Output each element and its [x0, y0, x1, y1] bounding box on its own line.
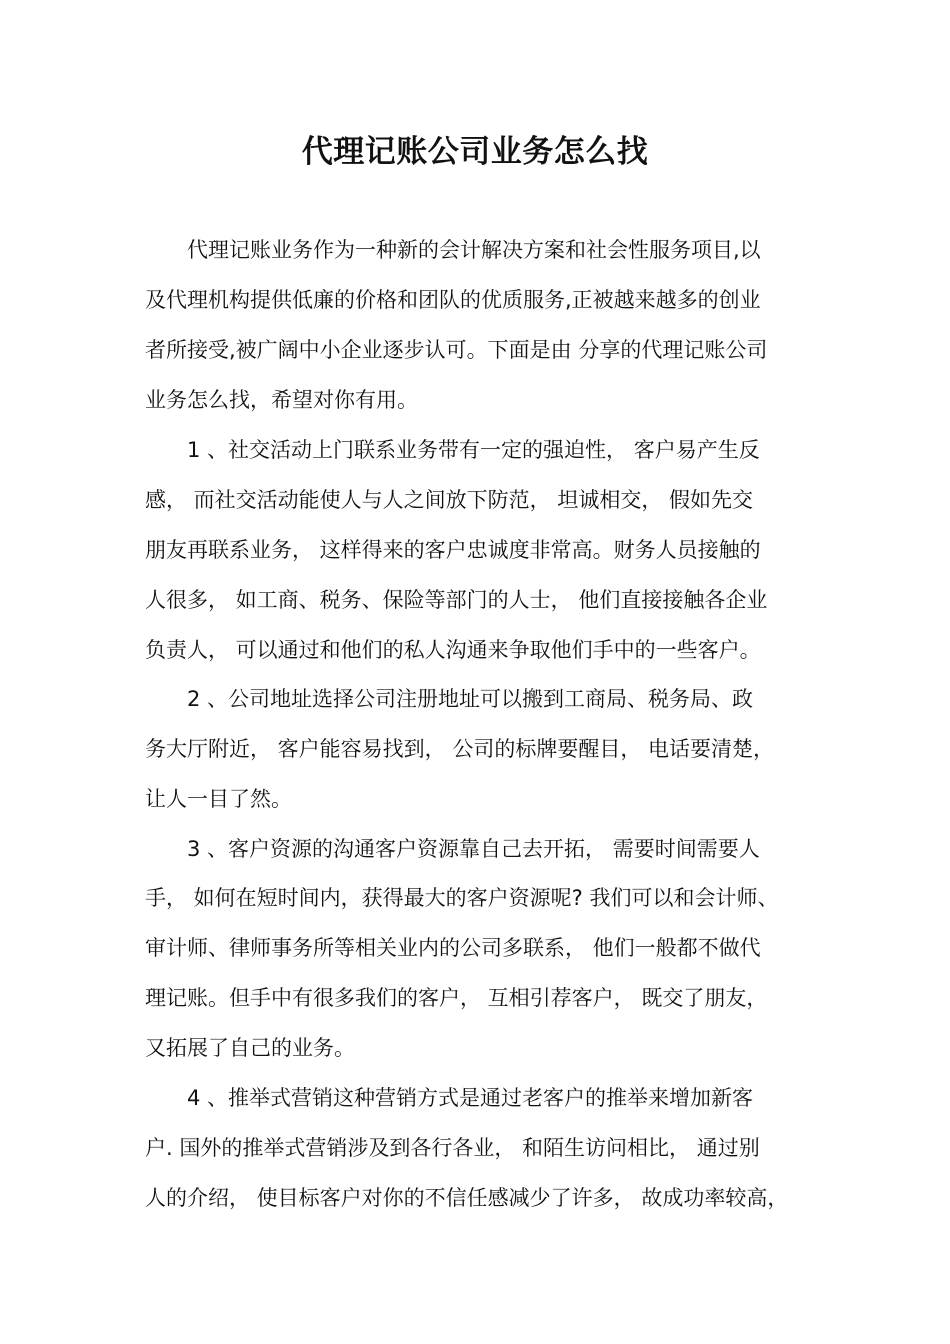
paragraph-line: 朋友再联系业务， 这样得来的客户忠诚度非常高。财务人员接触的	[145, 538, 761, 562]
paragraph-line: 务大厅附近， 客户能容易找到， 公司的标牌要醒目， 电话要清楚，	[145, 737, 775, 761]
paragraph-line: 负责人， 可以通过和他们的私人沟通来争取他们手中的一些客户。	[145, 638, 761, 662]
paragraph-line: 1 、社交活动上门联系业务带有一定的强迫性， 客户易产生反	[187, 438, 760, 462]
paragraph-line: 业务怎么找，希望对你有用。	[145, 388, 418, 412]
paragraph-line: 代理记账业务作为一种新的会计解决方案和社会性服务项目,以	[187, 238, 761, 262]
paragraph-line: 让人一目了然。	[145, 787, 292, 811]
paragraph-line: 4 、推举式营销这种营销方式是通过老客户的推举来增加新客	[187, 1086, 754, 1110]
paragraph-line: 审计师、律师事务所等相关业内的公司多联系， 他们一般都不做代	[145, 936, 761, 960]
paragraph-line: 理记账。但手中有很多我们的客户， 互相引荐客户， 既交了朋友，	[145, 986, 768, 1010]
paragraph-line: 2 、公司地址选择公司注册地址可以搬到工商局、税务局、政	[187, 687, 754, 711]
paragraph-line: 3 、客户资源的沟通客户资源靠自己去开拓， 需要时间需要人	[187, 837, 760, 861]
paragraph-line: 人的介绍， 使目标客户对你的不信任感减少了许多， 故成功率较高，	[145, 1186, 789, 1210]
paragraph-line: 感， 而社交活动能使人与人之间放下防范， 坦诚相交， 假如先交	[145, 488, 754, 512]
paragraph-line: 户. 国外的推举式营销涉及到各行各业， 和陌生访问相比， 通过别	[145, 1136, 760, 1160]
paragraph-line: 又拓展了自己的业务。	[145, 1036, 355, 1060]
paragraph-line: 手， 如何在短时间内，获得最大的客户资源呢? 我们可以和会计师、	[145, 886, 779, 910]
document-title: 代理记账公司业务怎么找	[301, 134, 649, 170]
paragraph-line: 及代理机构提供低廉的价格和团队的优质服务,正被越来越多的创业	[145, 288, 761, 312]
paragraph-line: 者所接受,被广阔中小企业逐步认可。下面是由 分享的代理记账公司	[145, 338, 768, 362]
paragraph-line: 人很多， 如工商、税务、保险等部门的人士， 他们直接接触各企业	[145, 588, 768, 612]
